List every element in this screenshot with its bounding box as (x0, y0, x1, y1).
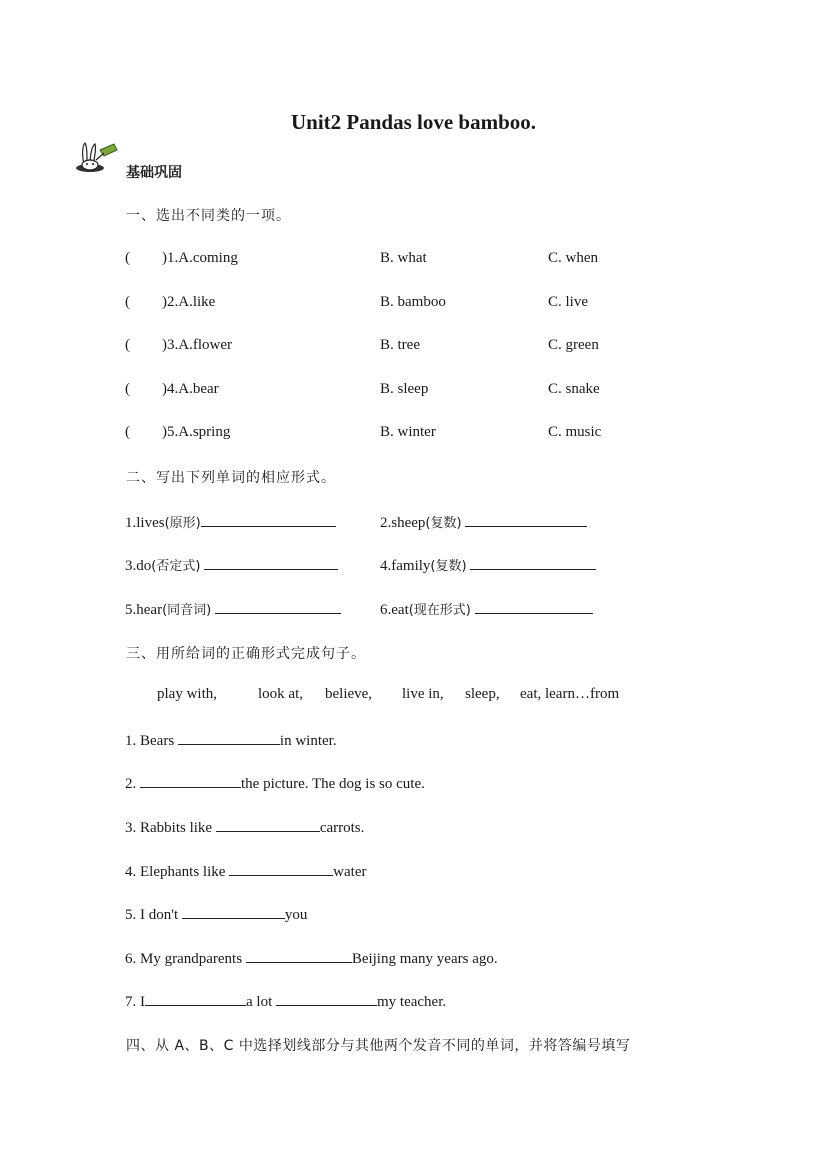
sentence-before: 1. Bears (125, 733, 175, 749)
sentence-after: the picture. The dog is so cute. (241, 776, 425, 792)
item-b: B. bamboo (380, 294, 446, 310)
sentence-before: 2. (125, 776, 137, 792)
sentence-after: in winter. (279, 733, 337, 749)
sentence-after: you (284, 907, 308, 923)
sentence-before: 5. I don't (125, 907, 179, 923)
sentence-after: my teacher. (377, 994, 447, 1010)
hint: (现在形式) (408, 603, 471, 618)
word-bank-item: eat, learn…from (520, 686, 620, 702)
part4-heading: 四、从 A、B、C 中选择划线部分与其他两个发音不同的单词，并将答编号填写 (126, 1038, 631, 1054)
word-bank-item: play with, (157, 686, 217, 702)
word: 6.eat (380, 602, 409, 618)
hint: (复数) (430, 559, 467, 574)
answer-paren[interactable]: ( (125, 294, 130, 310)
sentence-mid: a lot (246, 994, 273, 1010)
item-b: B. what (380, 250, 427, 266)
answer-blank[interactable] (475, 599, 593, 614)
word-bank-item: look at, (258, 686, 303, 702)
item-a: )4.A.bear (162, 381, 219, 397)
answer-blank[interactable] (182, 904, 285, 919)
list-item (380, 555, 596, 575)
answer-paren[interactable]: ( (125, 337, 130, 353)
item-c: C. live (548, 294, 588, 310)
sentence (125, 948, 498, 968)
answer-blank[interactable] (201, 512, 336, 527)
sentence (125, 861, 366, 881)
sentence (125, 730, 337, 750)
answer-blank[interactable] (229, 861, 333, 876)
word: 5.hear (125, 602, 163, 618)
answer-blank[interactable] (204, 555, 338, 570)
sentence (125, 817, 364, 837)
item-c: C. green (548, 337, 599, 353)
section-label: 基础巩固 (126, 165, 182, 181)
item-b: B. sleep (380, 381, 429, 397)
item-c: C. when (548, 250, 598, 266)
sentence-before: 7. I (125, 994, 145, 1010)
sentence-after: carrots. (319, 820, 365, 836)
part3-heading: 三、用所给词的正确形式完成句子。 (126, 646, 366, 662)
answer-blank[interactable] (465, 512, 587, 527)
hint: (复数) (425, 516, 462, 531)
answer-blank[interactable] (216, 817, 320, 832)
sentence-after: water (333, 864, 367, 880)
sentence-after: Beijing many years ago. (351, 951, 498, 967)
part2-heading: 二、写出下列单词的相应形式。 (126, 470, 336, 486)
answer-paren[interactable]: ( (125, 381, 130, 397)
sentence (125, 773, 425, 793)
list-item (380, 512, 587, 532)
sentence-before: 6. My grandparents (125, 951, 243, 967)
sentence (125, 904, 307, 924)
answer-blank[interactable] (470, 555, 596, 570)
part1-heading: 一、选出不同类的一项。 (126, 208, 291, 224)
item-a: )5.A.spring (162, 424, 231, 440)
hint: (同音词) (162, 603, 212, 618)
hint: (否定式) (151, 559, 201, 574)
word-bank-item: sleep, (465, 686, 500, 702)
word: 4.family (380, 558, 431, 574)
answer-blank[interactable] (215, 599, 341, 614)
sentence-before: 3. Rabbits like (125, 820, 213, 836)
item-a: )2.A.like (162, 294, 216, 310)
list-item (125, 599, 341, 619)
answer-blank[interactable] (178, 730, 280, 745)
item-a: )1.A.coming (162, 250, 238, 266)
answer-paren[interactable]: ( (125, 250, 130, 266)
word-bank-item: live in, (402, 686, 444, 702)
word: 1.lives (125, 515, 165, 531)
answer-blank[interactable] (140, 773, 241, 788)
item-c: C. snake (548, 381, 600, 397)
item-b: B. winter (380, 424, 436, 440)
word-bank-item: believe, (325, 686, 373, 702)
sentence-before: 4. Elephants like (125, 864, 226, 880)
sentence (125, 991, 446, 1011)
list-item (380, 599, 593, 619)
answer-paren[interactable]: ( (125, 424, 130, 440)
item-b: B. tree (380, 337, 420, 353)
word: 3.do (125, 558, 152, 574)
answer-blank[interactable] (246, 948, 352, 963)
list-item (125, 555, 338, 575)
hint: (原形) (164, 516, 201, 531)
page-title: Unit2 Pandas love bamboo. (290, 110, 537, 134)
rabbit-icon (74, 140, 120, 174)
word: 2.sheep (380, 515, 426, 531)
answer-blank[interactable] (145, 991, 246, 1006)
item-c: C. music (548, 424, 602, 440)
answer-blank[interactable] (276, 991, 377, 1006)
list-item (125, 512, 336, 532)
item-a: )3.A.flower (162, 337, 232, 353)
